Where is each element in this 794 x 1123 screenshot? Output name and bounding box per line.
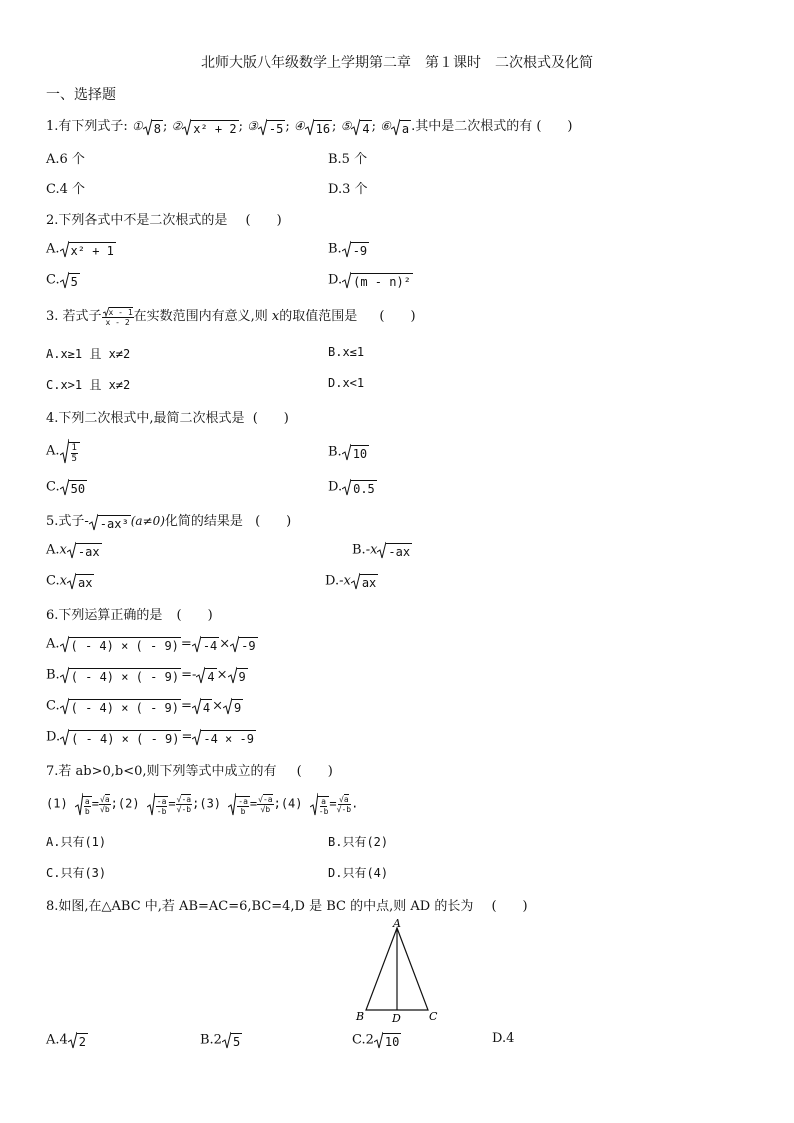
q2-option-a[interactable]: A. x² + 1: [46, 241, 114, 258]
q1-option-a[interactable]: A.6 个: [46, 152, 85, 167]
q8-option-d[interactable]: D.4: [492, 1031, 515, 1046]
q7-option-d[interactable]: D.只有(4): [328, 866, 389, 880]
q2-option-b[interactable]: B. -9: [328, 241, 368, 258]
q8-option-c[interactable]: C.2 10: [352, 1032, 400, 1049]
q4-option-d[interactable]: D. 0.5: [328, 479, 375, 496]
q8-option-b[interactable]: B.2 5: [200, 1032, 241, 1049]
q4-option-c[interactable]: C. 50: [46, 479, 86, 496]
q5-option-a[interactable]: A.x -ax: [46, 542, 100, 559]
q1-option-d[interactable]: D.3 个: [328, 182, 368, 197]
q7-option-a[interactable]: A.只有(1): [46, 835, 107, 849]
q5-option-d[interactable]: D.-x ax: [325, 573, 377, 590]
q1-option-b[interactable]: B.5 个: [328, 152, 368, 167]
document-title: 北师大版八年级数学上学期第二章 第１课时 二次根式及化简: [201, 55, 593, 71]
radical: -5: [258, 118, 285, 136]
q6-option-a[interactable]: A. ( - 4) × ( - 9) = -4 × -9: [46, 636, 256, 653]
radical: 16: [305, 118, 332, 136]
label-c: C: [429, 1010, 438, 1023]
question-6: 6.下列运算正确的是 ( ): [46, 608, 213, 623]
q4-option-a[interactable]: A. $\frac{1}{5}$: [46, 438, 80, 464]
q6-option-c[interactable]: C. ( - 4) × ( - 9) = 4 × 9: [46, 698, 242, 715]
q3-option-a[interactable]: A.x≥1 且 x≠2: [46, 347, 131, 361]
radical: x² + 2: [182, 118, 238, 136]
question-5: 5.式子- -ax³ (a≠0)化简的结果是 ( ): [46, 514, 292, 531]
q6-option-b[interactable]: B. ( - 4) × ( - 9) =- 4 × 9: [46, 667, 246, 684]
question-2: 2.下列各式中不是二次根式的是 ( ): [46, 213, 282, 228]
label-b: B: [356, 1010, 365, 1023]
q3-option-c[interactable]: C.x>1 且 x≠2: [46, 378, 131, 392]
radical: 8: [143, 118, 163, 136]
question-1: 1.有下列式子: ① 8 ; ② x² + 2 ; ③ -5 ; ④ 16 ; ⑤ 4 ; ⑥ a .其中是二次根式的有 ( ): [46, 119, 573, 136]
q2-option-c[interactable]: C. 5: [46, 272, 78, 289]
question-3: 3. 若式子 $\frac{x - 1}{x - 2}$ 在实数范围内有意义,则 x的取值范围是 ( ): [46, 307, 416, 327]
fraction: $\frac{x - 1}{x - 2}$: [102, 307, 134, 327]
q3-option-b[interactable]: B.x≤1: [328, 345, 365, 359]
q4-option-b[interactable]: B. 10: [328, 444, 368, 461]
question-4: 4.下列二次根式中,最简二次根式是 ( ): [46, 411, 289, 426]
q2-option-d[interactable]: D. (m - n)²: [328, 272, 411, 289]
triangle-figure: [352, 918, 442, 1030]
q7-equations: (1) $\frac{a}{b}$ = $\frac{√a}{√b}$ ;(2) $\frac{-a}{-b}$ = $\frac{√-a}{√-b}$ ;(3) $\frac{-a}{b}$ = $\frac{√-a}{√b}$ ;(4) $\frac{a}{-b}$ = $\frac{√a}{√-b}$ .: [46, 794, 359, 816]
radical: 4: [351, 118, 371, 136]
q1-option-c[interactable]: C.4 个: [46, 182, 86, 197]
q5-option-b[interactable]: B.-x -ax: [352, 542, 411, 559]
radical: a: [391, 118, 411, 136]
label-d: D: [392, 1012, 401, 1025]
q7-option-b[interactable]: B.只有(2): [328, 835, 389, 849]
section-heading: 一、选择题: [46, 87, 116, 103]
question-7: 7.若 ab>0,b<0,则下列等式中成立的有 ( ): [46, 764, 333, 779]
label-a: A: [393, 918, 401, 930]
q7-option-c[interactable]: C.只有(3): [46, 866, 107, 880]
question-8: 8.如图,在△ABC 中,若 AB=AC=6,BC=4,D 是 BC 的中点,则 AD 的长为 ( ): [46, 899, 528, 914]
q8-option-a[interactable]: A.4 2: [46, 1032, 87, 1049]
q3-option-d[interactable]: D.x<1: [328, 376, 365, 390]
q6-option-d[interactable]: D. ( - 4) × ( - 9) = -4 × -9: [46, 729, 254, 746]
q5-option-c[interactable]: C.x ax: [46, 573, 93, 590]
